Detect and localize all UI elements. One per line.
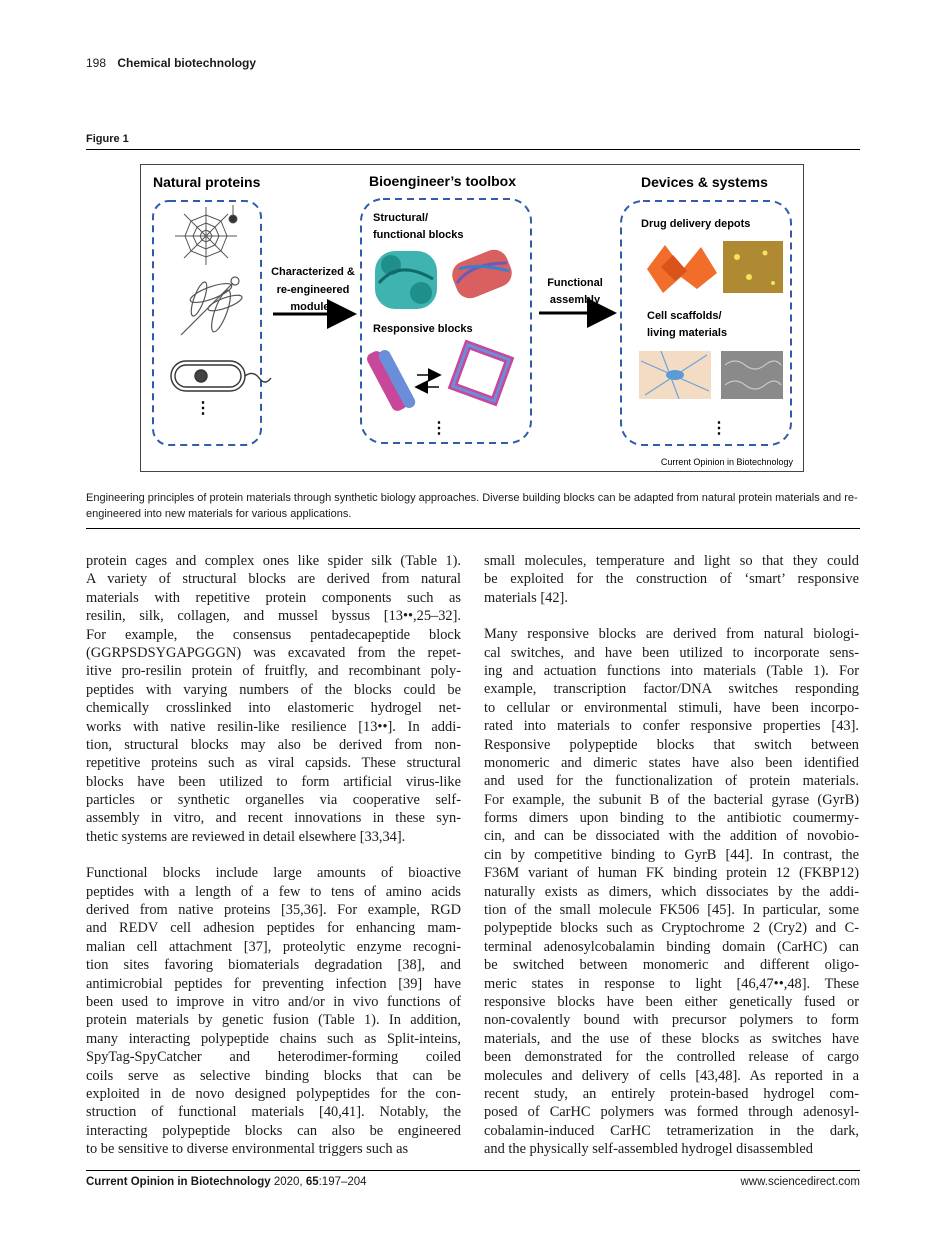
footer-journal: Current Opinion in Biotechnology bbox=[86, 1176, 271, 1188]
footer-rule bbox=[86, 1170, 860, 1171]
text-line: non-covalently bound with precursor polymers to form bbox=[484, 1012, 859, 1029]
arrow1-line3: modules bbox=[290, 301, 336, 313]
text-line: thetic systems are reviewed in detail elsewhere [33,34]. bbox=[86, 828, 406, 845]
text-line: chemically crosslinked into elastomeric hydrogel net- bbox=[86, 700, 461, 717]
text-line: recent study, an entirely protein-based hydrogel com- bbox=[484, 1085, 859, 1102]
text-line: polypeptide blocks such as Cryptochrome 2 (Cry2) and C- bbox=[484, 920, 859, 937]
text-line: exploited in de novo designed polypeptides for the con- bbox=[86, 1085, 461, 1102]
bacterium-icon bbox=[171, 361, 271, 391]
text-line: naturally exists as dimers, which dissociates by the addi- bbox=[484, 883, 859, 900]
text-line: For example, the consensus pentadecapeptide block bbox=[86, 626, 461, 643]
spider-web-icon bbox=[175, 205, 237, 265]
structural-protein-image-1 bbox=[375, 251, 437, 309]
right-paragraph-1 bbox=[484, 552, 859, 607]
text-line: be switched between monomeric and different oligo- bbox=[484, 957, 859, 974]
text-line: repetitive proteins such as viral capsids. These structural bbox=[86, 755, 461, 772]
footer-year: 2020, bbox=[270, 1176, 306, 1188]
text-line: Functional blocks include large amounts of bioactive bbox=[86, 865, 461, 882]
text-line: assembly in vitro, and recent innovations in these syn- bbox=[86, 810, 461, 827]
footer-pages: :197–204 bbox=[318, 1176, 367, 1188]
text-line: malian cell attachment [37], proteolytic enzyme recogni- bbox=[86, 938, 461, 955]
text-line: peptides with a length of a few to tens of amino acids bbox=[86, 883, 461, 900]
text-line: rated into materials to confer responsive properties [43]. bbox=[484, 718, 859, 735]
living-material-image bbox=[721, 351, 783, 399]
structural-protein-image-2 bbox=[448, 246, 516, 303]
footer-volume: 65 bbox=[305, 1176, 319, 1188]
panel-title-devices: Devices & systems bbox=[641, 174, 768, 190]
text-line: monomeric and dimeric states have also been identified bbox=[484, 754, 859, 771]
figure-diagram bbox=[141, 165, 805, 473]
equilibrium-arrows bbox=[417, 375, 439, 387]
scaffold-line1: Cell scaffolds/ bbox=[647, 310, 722, 322]
text-line: and REDV cell adhesion peptides for enhancing mam- bbox=[86, 920, 461, 937]
panel-title-toolbox: Bioengineer’s toolbox bbox=[369, 173, 517, 189]
arrow2-line1: Functional bbox=[547, 277, 603, 289]
left-paragraph-1 bbox=[86, 552, 461, 846]
text-line: example, transcription factor/DNA switches responding bbox=[484, 681, 859, 698]
devices-panel-border bbox=[621, 201, 791, 445]
text-line: many interacting polypeptide chains such as Split-inteins, bbox=[86, 1030, 461, 1047]
structural-line2: functional blocks bbox=[373, 229, 464, 241]
panel-title-natural: Natural proteins bbox=[153, 174, 261, 190]
arrow1-line2: re-engineered bbox=[276, 284, 350, 296]
figure-credit: Current Opinion in Biotechnology bbox=[660, 457, 793, 467]
drug-delivery-label: Drug delivery depots bbox=[641, 218, 751, 230]
figure-label: Figure 1 bbox=[86, 133, 129, 145]
text-line: antimicrobial peptides for preventing infection [39] have bbox=[86, 975, 461, 992]
text-line: blocks have been utilized to form artificial virus-like bbox=[86, 773, 461, 790]
text-line: itive pro-resilin protein of fruitfly, and recombinant poly- bbox=[86, 663, 461, 680]
devices-ellipsis: ⋮ bbox=[711, 420, 727, 437]
text-line: materials with repetitive protein components such as bbox=[86, 589, 461, 606]
text-line: particles or synthetic organelles via cooperative self- bbox=[86, 792, 461, 809]
text-line: Many responsive blocks are derived from natural biologi- bbox=[484, 626, 859, 643]
natural-ellipsis: ⋮ bbox=[195, 400, 211, 417]
left-column bbox=[86, 552, 461, 1177]
text-line: SpyTag-SpyCatcher and heterodimer-forming coiled bbox=[86, 1049, 461, 1066]
text-line: responsive blocks have been either genetically fused or bbox=[484, 993, 859, 1010]
responsive-oligomer-image bbox=[453, 345, 509, 401]
toolbox-ellipsis: ⋮ bbox=[431, 420, 447, 437]
arrow1-line1: Characterized & bbox=[271, 266, 355, 278]
text-line: terminal adenosylcobalamin binding domain (CarHC) can bbox=[484, 938, 859, 955]
text-line: small molecules, temperature and light so that they could bbox=[484, 553, 859, 569]
arrow2-line2: assembly bbox=[549, 294, 601, 306]
text-line: derived from native proteins [35,36]. For example, RGD bbox=[86, 902, 461, 919]
right-column bbox=[484, 552, 859, 1177]
text-line: materials [42]. bbox=[484, 589, 568, 606]
figure-top-rule bbox=[86, 149, 860, 150]
text-line: Responsive polypeptide blocks that switch between bbox=[484, 736, 859, 753]
text-line: F36M variant of human FK binding protein 12 (FKBP12) bbox=[484, 865, 859, 882]
dragonfly-icon bbox=[181, 277, 244, 335]
text-line: For example, the subunit B of the bacterial gyrase (GyrB) bbox=[484, 791, 859, 808]
cell-scaffold-image bbox=[639, 351, 711, 399]
text-line: tion of the small molecule FK506 [45]. In particular, some bbox=[484, 902, 859, 919]
text-line: peptides with varying numbers of the blocks could be bbox=[86, 681, 461, 698]
text-line: and used for the functionalization of protein materials. bbox=[484, 773, 859, 790]
text-line: protein materials by genetic fusion (Table 1). In addition, bbox=[86, 1012, 461, 1029]
text-line: (GGRPSDSYGAPGGGN) was excavated from the repet- bbox=[86, 644, 461, 661]
text-line: struction of functional materials [40,41]. Notably, the bbox=[86, 1104, 461, 1121]
text-line: materials, and the use of these blocks as switches have bbox=[484, 1030, 859, 1047]
microscopy-image bbox=[723, 241, 783, 293]
text-line: cin, and can be dissociated with the addition of novobio- bbox=[484, 828, 859, 845]
running-header bbox=[86, 56, 256, 70]
structural-line1: Structural/ bbox=[373, 212, 429, 224]
text-line: cobalamin-induced CarHC tetramerization in the dark, bbox=[484, 1122, 859, 1139]
text-line: tion sites favoring biomaterials degradation [38], and bbox=[86, 957, 461, 974]
text-line: posed of CarHC polymers was formed through adenosyl- bbox=[484, 1104, 859, 1121]
text-line: coils serve as selective binding blocks that can be bbox=[86, 1067, 461, 1084]
right-paragraph-2 bbox=[484, 625, 859, 1158]
text-line: meric states in response to light [46,47••,48]. These bbox=[484, 975, 859, 992]
text-line: tion, structural blocks may also be derived from non- bbox=[86, 736, 461, 753]
text-line: ing and actuation functions into materials (Table 1). For bbox=[484, 662, 859, 679]
text-line: and the physically self-assembled hydrogel disassembled bbox=[484, 1141, 813, 1158]
text-line: to cellular or environmental stimuli, have been incorpo- bbox=[484, 699, 859, 716]
text-line: be exploited for the construction of ‘smart’ responsive bbox=[484, 571, 859, 588]
caption-bottom-rule bbox=[86, 528, 860, 529]
responsive-label: Responsive blocks bbox=[373, 323, 473, 335]
text-line: forms dimers upon binding to the antibiotic coumermy- bbox=[484, 810, 859, 827]
section-title: Chemical biotechnology bbox=[117, 56, 257, 70]
text-line: resilin, silk, collagen, and mussel byssus [13••,25–32]. bbox=[86, 608, 461, 625]
drug-depot-image bbox=[647, 245, 717, 293]
text-line: protein cages and complex ones like spider silk (Table 1). bbox=[86, 553, 461, 569]
text-line: cin by competitive binding to GyrB [44]. In contrast, the bbox=[484, 846, 859, 863]
figure-caption: Engineering principles of protein materials through synthetic biology approaches. Diverse building blocks can be adapted from natural protein materials and re-engineered into new materials for various applications. bbox=[86, 492, 858, 520]
footer-url: www.sciencedirect.com bbox=[740, 1176, 860, 1188]
left-paragraph-2 bbox=[86, 864, 461, 1158]
text-line: molecules and delivery of cells [43,48]. As reported in a bbox=[484, 1067, 859, 1084]
text-line: cal switches, and have been utilized to incorporate sens- bbox=[484, 644, 859, 661]
text-line: interacting polypeptide blocks can also be engineered bbox=[86, 1122, 461, 1139]
page-number: 198 bbox=[86, 56, 107, 70]
text-line: been used to improve in vitro and/or in vivo functions of bbox=[86, 993, 461, 1010]
page-footer bbox=[86, 1176, 860, 1188]
text-line: been demonstrated for the controlled release of cargo bbox=[484, 1049, 859, 1066]
text-line: works with native resilin-like resilience [13••]. In addi- bbox=[86, 718, 461, 735]
figure-1 bbox=[140, 164, 804, 472]
text-line: A variety of structural blocks are derived from natural bbox=[86, 571, 461, 588]
text-line: to be sensitive to diverse environmental triggers such as bbox=[86, 1141, 409, 1158]
responsive-monomer-image bbox=[365, 348, 417, 413]
scaffold-line2: living materials bbox=[647, 327, 728, 339]
